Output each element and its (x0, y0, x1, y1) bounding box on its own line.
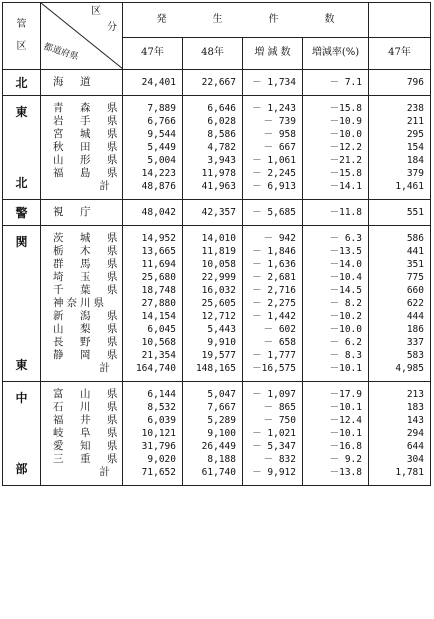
value-col-0-value: 164,740 (135, 363, 176, 374)
value-col-0-value: 6,766 (147, 116, 176, 127)
value-col-2-value: － 1,243 (252, 103, 296, 114)
value-col-1-value: 6,028 (207, 116, 236, 127)
prefecture-cell-value: 計 (99, 180, 110, 192)
prefecture-cell (41, 70, 123, 96)
region-cell (3, 382, 41, 486)
value-col-0-value: 6,045 (147, 324, 176, 335)
value-col-3-value: －13.8 (329, 467, 362, 478)
value-col-1-value: 41,963 (201, 181, 236, 192)
value-col-1-value: 22,999 (201, 272, 236, 283)
value-col-0-value: 10,568 (141, 337, 176, 348)
value-col-3-value: － 9.2 (329, 454, 362, 465)
value-col-2 (243, 226, 303, 382)
category-label-mid: 分 (107, 22, 117, 33)
value-col-0-value: 13,665 (141, 246, 176, 257)
value-col-1-value: 5,443 (207, 324, 236, 335)
value-col-3-value: －12.4 (329, 415, 362, 426)
value-col-2-value: － 1,846 (252, 246, 296, 257)
value-col-4-value: 294 (406, 428, 424, 439)
prefecture-cell-value: 茨 城 県 (53, 232, 121, 244)
value-col-1-value: 9,910 (207, 337, 236, 348)
prefecture-cell-value: 山 形 県 (53, 154, 121, 166)
value-col-2 (243, 382, 303, 486)
value-col-4-value: 238 (406, 103, 424, 114)
value-col-4-value: 351 (406, 259, 424, 270)
value-col-4-value: 4,985 (395, 363, 424, 374)
value-col-4 (369, 226, 431, 382)
value-col-3-value: －16.8 (329, 441, 362, 452)
value-col-2 (243, 96, 303, 200)
value-col-2-value: － 865 (263, 402, 296, 413)
col-change: 増 減 数 (243, 37, 303, 70)
region-label: 東 (15, 358, 28, 372)
value-col-2-value: － 2,716 (252, 285, 296, 296)
value-col-3-value: －14.1 (329, 181, 362, 192)
value-col-0 (123, 70, 183, 96)
value-col-0-value: 21,354 (141, 350, 176, 361)
prefecture-cell-value: 三 重 県 (53, 453, 121, 465)
prefecture-cell-value: 富 山 県 (53, 388, 121, 400)
value-col-0-value: 48,042 (141, 207, 176, 218)
value-col-4-value: 586 (406, 233, 424, 244)
value-col-3-value: －15.8 (329, 168, 362, 179)
value-col-4-value: 143 (406, 415, 424, 426)
value-col-1-value: 22,667 (201, 77, 236, 88)
value-col-0-value: 5,449 (147, 142, 176, 153)
region-label: 中 (15, 391, 28, 405)
prefecture-cell-value: 海 道 (53, 76, 94, 88)
value-col-3-value: －11.8 (329, 207, 362, 218)
value-col-2-value: － 602 (263, 324, 296, 335)
value-col-2-value: － 2,245 (252, 168, 296, 179)
value-col-3-value: －10.9 (329, 116, 362, 127)
prefecture-cell-value: 静 岡 県 (53, 349, 121, 361)
value-col-1 (183, 200, 243, 226)
value-col-1-value: 3,943 (207, 155, 236, 166)
occurrence-count-title: 発 生 件 数 (123, 3, 369, 38)
value-col-4-value: 644 (406, 441, 424, 452)
value-col-1-value: 19,577 (201, 350, 236, 361)
value-col-3 (303, 382, 369, 486)
value-col-1-value: 12,712 (201, 311, 236, 322)
value-col-0-value: 6,039 (147, 415, 176, 426)
value-col-1-value: 14,010 (201, 233, 236, 244)
prefecture-cell-value: 石 川 県 (53, 401, 121, 413)
region-cell: 警 (3, 200, 41, 226)
prefecture-cell-value: 新 潟 県 (53, 310, 121, 322)
value-col-1-value: 42,357 (201, 207, 236, 218)
value-col-1-value: 16,032 (201, 285, 236, 296)
value-col-4 (369, 96, 431, 200)
crime-statistics-table (2, 2, 431, 486)
value-col-3-value: － 7.1 (329, 77, 362, 88)
prefecture-label: 都道府県 (42, 42, 80, 63)
value-col-1-value: 8,586 (207, 129, 236, 140)
value-col-4 (369, 200, 431, 226)
prefecture-cell-value: 山 梨 県 (53, 323, 121, 335)
region-label: 東 (15, 105, 28, 119)
value-col-4-value: 379 (406, 168, 424, 179)
value-col-4-value: 583 (406, 350, 424, 361)
value-col-3-value: －10.0 (329, 324, 362, 335)
value-col-4 (369, 70, 431, 96)
value-col-3-value: －10.1 (329, 402, 362, 413)
value-col-1 (183, 226, 243, 382)
category-label-top: 区 (91, 6, 101, 17)
jurisdiction-header: 管 区 (3, 3, 41, 70)
value-col-2-value: － 5,685 (252, 207, 296, 218)
value-col-2-value: － 1,442 (252, 311, 296, 322)
value-col-0-value: 31,796 (141, 441, 176, 452)
value-col-2-value: － 832 (263, 454, 296, 465)
value-col-4-value: 154 (406, 142, 424, 153)
value-col-1-value: 9,100 (207, 428, 236, 439)
value-col-4-value: 660 (406, 285, 424, 296)
value-col-1-value: 25,605 (201, 298, 236, 309)
value-col-1-value: 8,188 (207, 454, 236, 465)
prefecture-cell-value: 福 島 県 (53, 167, 121, 179)
prefecture-cell-value: 愛 知 県 (53, 440, 121, 452)
value-col-2-value: － 1,734 (252, 77, 296, 88)
value-col-3-value: －17.9 (329, 389, 362, 400)
value-col-2-value: － 667 (263, 142, 296, 153)
value-col-2-value: － 5,347 (252, 441, 296, 452)
prefecture-cell-value: 岐 阜 県 (53, 427, 121, 439)
value-col-2-value: － 750 (263, 415, 296, 426)
value-col-0-value: 14,223 (141, 168, 176, 179)
table-row (3, 382, 431, 486)
value-col-4 (369, 382, 431, 486)
value-col-1 (183, 96, 243, 200)
value-col-2-value: － 1,061 (252, 155, 296, 166)
value-col-4-value: 1,781 (395, 467, 424, 478)
value-col-2 (243, 70, 303, 96)
value-col-3-value: －10.1 (329, 363, 362, 374)
blank-header (369, 3, 431, 38)
value-col-4-value: 211 (406, 116, 424, 127)
prefecture-cell-value: 視 庁 (53, 206, 94, 218)
col-47: 47年 (123, 37, 183, 70)
value-col-0-value: 71,652 (141, 467, 176, 478)
prefecture-cell-value: 福 井 県 (53, 414, 121, 426)
value-col-4-value: 796 (406, 77, 424, 88)
value-col-3-value: －21.2 (329, 155, 362, 166)
value-col-0-value: 8,532 (147, 402, 176, 413)
diagonal-lines (41, 3, 123, 69)
col-47-b: 47年 (369, 37, 431, 70)
value-col-1-value: 148,165 (195, 363, 236, 374)
value-col-4-value: 184 (406, 155, 424, 166)
prefecture-cell-value: 岩 手 県 (53, 115, 121, 127)
value-col-4-value: 622 (406, 298, 424, 309)
value-col-2-value: － 2,681 (252, 272, 296, 283)
value-col-3 (303, 96, 369, 200)
value-col-3 (303, 200, 369, 226)
value-col-0 (123, 200, 183, 226)
value-col-2-value: － 958 (263, 129, 296, 140)
value-col-1-value: 10,058 (201, 259, 236, 270)
value-col-3-value: －10.4 (329, 272, 362, 283)
value-col-3-value: － 8.3 (329, 350, 362, 361)
region-label: 北 (15, 176, 28, 190)
value-col-0-value: 24,401 (141, 77, 176, 88)
value-col-4-value: 183 (406, 402, 424, 413)
value-col-1-value: 4,782 (207, 142, 236, 153)
prefecture-cell-value: 神奈川県 (53, 297, 107, 309)
value-col-3 (303, 226, 369, 382)
value-col-3-value: －14.5 (329, 285, 362, 296)
value-col-2-value: － 9,912 (252, 467, 296, 478)
value-col-3-value: －10.1 (329, 428, 362, 439)
value-col-0-value: 14,952 (141, 233, 176, 244)
table-row (3, 96, 431, 200)
value-col-1-value: 7,667 (207, 402, 236, 413)
value-col-4-value: 186 (406, 324, 424, 335)
region-cell: 北 (3, 70, 41, 96)
prefecture-header (41, 3, 123, 70)
value-col-2-value: － 1,097 (252, 389, 296, 400)
table-row (3, 200, 431, 226)
value-col-0 (123, 226, 183, 382)
value-col-1-value: 5,047 (207, 389, 236, 400)
prefecture-cell-value: 青 森 県 (53, 102, 121, 114)
prefecture-cell (41, 200, 123, 226)
value-col-3 (303, 70, 369, 96)
value-col-2-value: － 1,021 (252, 428, 296, 439)
value-col-3-value: －15.8 (329, 103, 362, 114)
value-col-4-value: 441 (406, 246, 424, 257)
value-col-2-value: － 658 (263, 337, 296, 348)
table-row (3, 226, 431, 382)
prefecture-cell (41, 96, 123, 200)
value-col-4-value: 295 (406, 129, 424, 140)
prefecture-cell-value: 栃 木 県 (53, 245, 121, 257)
prefecture-cell-value: 宮 城 県 (53, 128, 121, 140)
value-col-1 (183, 382, 243, 486)
value-col-2 (243, 200, 303, 226)
value-col-3-value: －14.0 (329, 259, 362, 270)
value-col-4-value: 337 (406, 337, 424, 348)
col-48: 48年 (183, 37, 243, 70)
value-col-0-value: 25,680 (141, 272, 176, 283)
table-row (3, 70, 431, 96)
value-col-0-value: 9,020 (147, 454, 176, 465)
value-col-4-value: 551 (406, 207, 424, 218)
value-col-0-value: 27,880 (141, 298, 176, 309)
value-col-1-value: 6,646 (207, 103, 236, 114)
value-col-2-value: － 1,777 (252, 350, 296, 361)
value-col-4-value: 304 (406, 454, 424, 465)
value-col-2-value: － 739 (263, 116, 296, 127)
value-col-3-value: －10.2 (329, 311, 362, 322)
value-col-2-value: － 2,275 (252, 298, 296, 309)
value-col-1-value: 61,740 (201, 467, 236, 478)
value-col-1-value: 11,819 (201, 246, 236, 257)
value-col-1 (183, 70, 243, 96)
prefecture-cell-value: 秋 田 県 (53, 141, 121, 153)
value-col-0-value: 7,889 (147, 103, 176, 114)
region-cell (3, 226, 41, 382)
prefecture-cell-value: 千 葉 県 (53, 284, 121, 296)
value-col-0-value: 9,544 (147, 129, 176, 140)
value-col-1-value: 11,978 (201, 168, 236, 179)
value-col-2-value: － 942 (263, 233, 296, 244)
value-col-0-value: 10,121 (141, 428, 176, 439)
value-col-0-value: 14,154 (141, 311, 176, 322)
value-col-3-value: － 8.2 (329, 298, 362, 309)
value-col-0-value: 6,144 (147, 389, 176, 400)
region-label: 関 (15, 235, 28, 249)
region-cell (3, 96, 41, 200)
prefecture-cell-value: 計 (99, 466, 110, 478)
value-col-4-value: 213 (406, 389, 424, 400)
prefecture-cell-value: 埼 玉 県 (53, 271, 121, 283)
prefecture-cell (41, 226, 123, 382)
value-col-4-value: 775 (406, 272, 424, 283)
table-body (3, 70, 431, 486)
region-label: 部 (15, 462, 28, 476)
value-col-1-value: 5,289 (207, 415, 236, 426)
value-col-2-value: － 1,636 (252, 259, 296, 270)
col-change-rate: 増減率(%) (303, 37, 369, 70)
prefecture-cell-value: 群 馬 県 (53, 258, 121, 270)
value-col-0-value: 48,876 (141, 181, 176, 192)
value-col-0-value: 11,694 (141, 259, 176, 270)
value-col-2-value: － 6,913 (252, 181, 296, 192)
value-col-3-value: －12.2 (329, 142, 362, 153)
value-col-4-value: 444 (406, 311, 424, 322)
value-col-0 (123, 382, 183, 486)
value-col-3-value: － 6.2 (329, 337, 362, 348)
value-col-0-value: 18,748 (141, 285, 176, 296)
value-col-0-value: 5,004 (147, 155, 176, 166)
value-col-2-value: －16,575 (252, 363, 296, 374)
prefecture-cell-value: 計 (99, 362, 110, 374)
value-col-3-value: － 6.3 (329, 233, 362, 244)
value-col-3-value: －10.0 (329, 129, 362, 140)
value-col-4-value: 1,461 (395, 181, 424, 192)
value-col-0 (123, 96, 183, 200)
prefecture-cell (41, 382, 123, 486)
value-col-3-value: －13.5 (329, 246, 362, 257)
value-col-1-value: 26,449 (201, 441, 236, 452)
prefecture-cell-value: 長 野 県 (53, 336, 121, 348)
